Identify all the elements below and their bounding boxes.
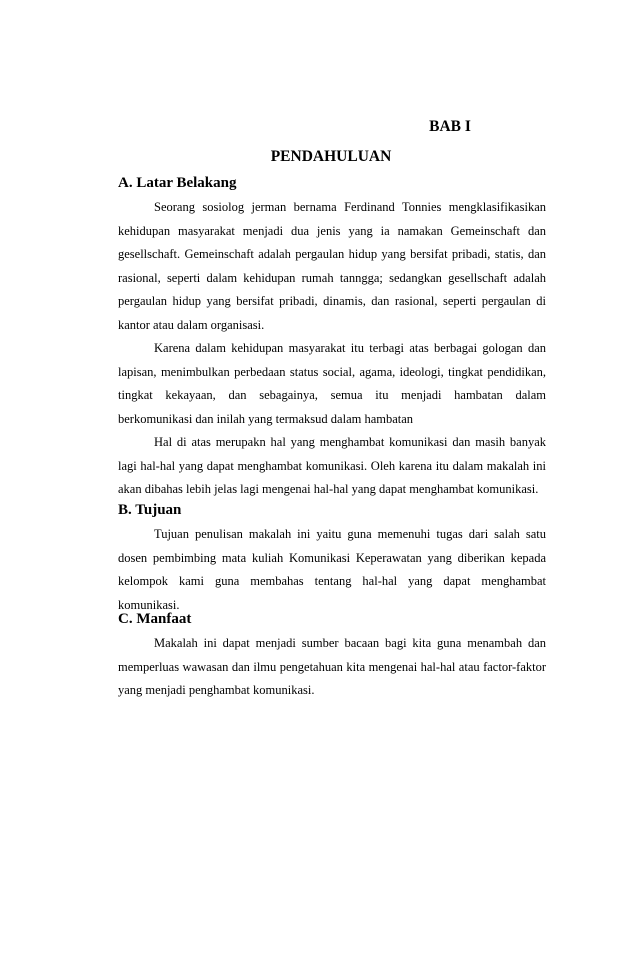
- section-latar-belakang: [118, 173, 546, 502]
- chapter-number: BAB I: [429, 118, 471, 135]
- section-heading: C. Manfaat: [118, 611, 192, 627]
- section-manfaat: [118, 609, 546, 703]
- section-heading: A. Latar Belakang: [118, 175, 237, 191]
- paragraph: Makalah ini dapat menjadi sumber bacaan bagi kita guna menambah dan memperluas wawasan dan ilmu pengetahuan kita mengenai hal-hal atau factor-faktor yang menjadi penghambat komunikasi.: [118, 636, 546, 697]
- paragraph: Hal di atas merupakn hal yang menghambat komunikasi dan masih banyak lagi hal-hal yang dapat menghambat komunikasi. Oleh karena itu dalam makalah ini akan dibahas lebih jelas lagi mengenai hal-hal yang dapat menghambat komunikasi.: [118, 435, 546, 496]
- chapter-title: PENDAHULUAN: [270, 148, 392, 165]
- section-tujuan: [118, 500, 546, 617]
- paragraph: Karena dalam kehidupan masyarakat itu terbagi atas berbagai gologan dan lapisan, menimbulkan perbedaan status social, agama, ideologi, tingkat pendidikan, tingkat kekayaan, dan sebagainya, semua itu menjadi hambatan dalam berkomunikasi dan inilah yang termaksud dalam hambatan: [118, 341, 546, 426]
- paragraph: Seorang sosiolog jerman bernama Ferdinand Tonnies mengklasifikasikan kehidupan masyarakat menjadi dua jenis yang ia namakan Gemeinschaft dan gesellschaft. Gemeinschaft adalah pergaulan hidup yang bersifat pribadi, statis, dan rasional, seperti dalam kehidupan rumah tanngga; sedangkan gesellschaft adalah pergaulan hidup yang bersifat pribadi, dinamis, dan rasional, seperti pergaulan di kantor atau dalam organisasi.: [118, 200, 546, 332]
- paragraph: Tujuan penulisan makalah ini yaitu guna memenuhi tugas dari salah satu dosen pembimbing mata kuliah Komunikasi Keperawatan yang diberikan kepada kelompok kami guna membahas tentang hal-hal yang dapat menghambat komunikasi.: [118, 527, 546, 612]
- section-heading: B. Tujuan: [118, 502, 182, 518]
